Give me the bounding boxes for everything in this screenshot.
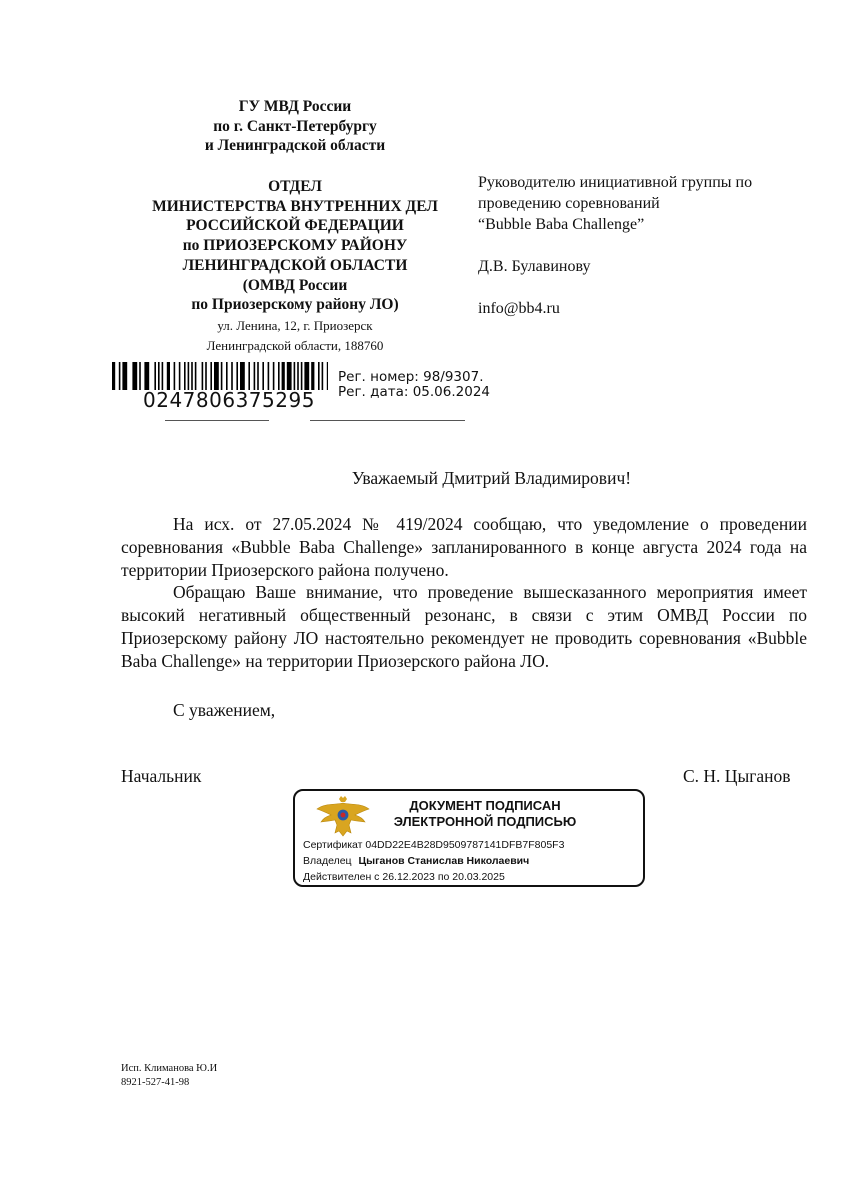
barcode-bar [257,362,259,390]
barcode-bar [254,362,256,390]
barcode-bar [294,362,296,390]
barcode-bar [144,362,149,390]
barcode-bar [318,362,320,390]
outgoing-date-line [310,420,465,421]
recipient-name: Д.В. Булавинову [478,258,591,275]
recipient-title-line: Руководителю инициативной группы по [478,174,753,191]
barcode-bar [191,362,193,390]
certificate-number: Сертификат 04DD22E4B28D9509787141DFB7F805F3 [303,839,565,851]
barcode-bar [248,362,250,390]
mvd-emblem-icon [315,795,371,837]
department-name [128,177,462,315]
recipient-block [478,172,818,319]
body-paragraph: Обращаю Ваше внимание, что проведение вышесказанного мероприятия имеет высокий негативный общественный резонанс, в связи с этим ОМВД России по Приозерскому району ЛО настоятельно рекомендует не проводить соревнования «Bubble Baba Challenge» на территории Приозерского района ЛО. [121,582,807,671]
body-paragraph: На исх. от 27.05.2024 № 419/2024 сообщаю, что уведомление о проведении соревнования «Bubble Baba Challenge» запланированного в конце августа 2024 года на территории Приозерского района получено. [121,514,807,580]
barcode-bar [236,362,238,390]
recipient-title-line: “Bubble Baba Challenge” [478,216,645,233]
barcode-bar [268,362,270,390]
barcode-bar [311,362,314,390]
barcode-bar [282,362,285,390]
stamp-title-line: ЭЛЕКТРОННОЙ ПОДПИСЬЮ [393,814,577,829]
executor-phone: 8921-527-41-98 [121,1077,190,1088]
barcode-bar [273,362,275,390]
certificate-validity: Действителен с 26.12.2023 по 20.03.2025 [303,871,505,883]
barcode-bar [139,362,141,390]
barcode-bar [119,362,121,390]
barcode-bar [179,362,181,390]
department-line: МИНИСТЕРСТВА ВНУТРЕННИХ ДЕЛ [152,197,438,215]
address-line: ул. Ленина, 12, г. Приозерск [217,318,373,333]
barcode-bar [158,362,160,390]
department-line: РОССИЙСКОЙ ФЕДЕРАЦИИ [186,217,404,235]
barcode-bar [304,362,309,390]
stamp-title-line: ДОКУМЕНТ ПОДПИСАН [409,798,561,813]
barcode-bar [122,362,127,390]
barcode-bar [112,362,115,390]
signer-name: С. Н. Цыганов [683,766,791,786]
barcode-number: 0247806375295 [143,388,315,412]
barcode-bar [167,362,170,390]
barcode-bar [154,362,156,390]
outgoing-number-line [165,420,269,421]
barcode-bar [202,362,204,390]
department-line: ОТДЕЛ [268,178,322,195]
electronic-signature-stamp [293,789,645,887]
greeting: Уважаемый Дмитрий Владимирович! [351,468,632,488]
barcode-bar [322,362,324,390]
barcode-bar [301,362,303,390]
executor-info [121,1062,217,1090]
barcode-bar [221,362,223,390]
barcode-bar [240,362,245,390]
closing: С уважением, [173,700,276,720]
certificate-owner [303,853,564,869]
department-line: по ПРИОЗЕРСКОМУ РАЙОНУ [182,237,408,255]
parent-organization [130,97,460,156]
department-address [128,316,462,356]
owner-name: Цыганов Станислав Николаевич [358,855,530,867]
registration-date: Рег. дата: 05.06.2024 [338,384,491,400]
barcode-bar [214,362,219,390]
barcode-bar [132,362,137,390]
barcode-bar [195,362,197,390]
barcode-bar [184,362,186,390]
barcode-bar [287,362,292,390]
recipient-title-line: проведению соревнований [478,195,660,212]
parent-org-line: ГУ МВД России [238,98,352,115]
barcode-bar [174,362,176,390]
owner-label: Владелец [303,855,352,867]
registration-info [338,370,490,400]
barcode-bar [226,362,228,390]
address-line: Ленинградской области, 188760 [206,338,384,353]
barcode-bar [210,362,212,390]
letter-body [121,513,807,673]
barcode-bar [327,362,328,390]
stamp-title [375,798,595,830]
executor-name: Исп. Климанова Ю.И [121,1063,218,1074]
barcode-bar [205,362,207,390]
signer-position: Начальник [121,766,202,786]
barcode [112,362,328,390]
barcode-bar [188,362,190,390]
department-line: ЛЕНИНГРАДСКОЙ ОБЛАСТИ [182,256,408,274]
department-line: (ОМВД России [242,276,348,294]
department-line: по Приозерскому району ЛО) [191,296,399,314]
stamp-details [303,837,564,885]
barcode-bar [278,362,280,390]
parent-org-line: по г. Санкт-Петербургу [213,117,377,135]
barcode-bar [162,362,164,390]
recipient-email: info@bb4.ru [478,300,560,317]
barcode-bar [262,362,264,390]
barcode-bar [297,362,299,390]
parent-org-line: и Ленинградской области [204,137,386,154]
registration-number: Рег. номер: 98/9307. [338,369,484,385]
barcode-bar [231,362,233,390]
